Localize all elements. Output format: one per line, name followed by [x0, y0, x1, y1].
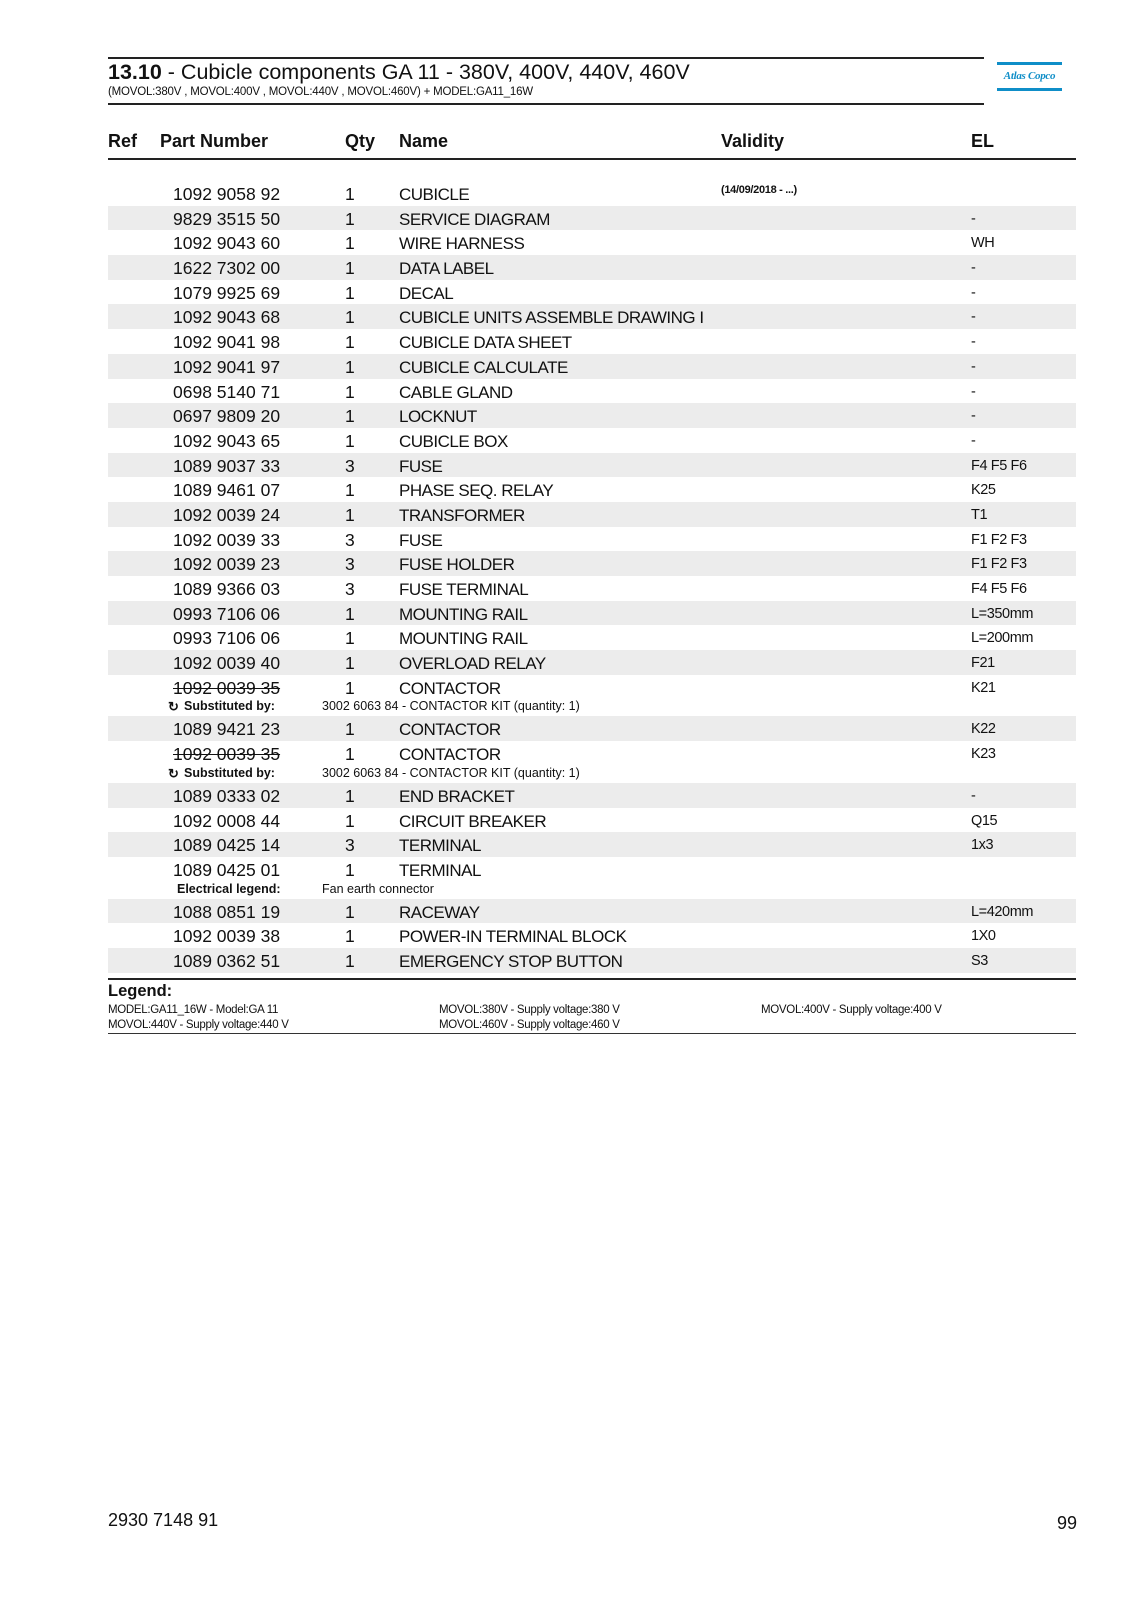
table-row: [108, 206, 1076, 231]
part-number: 1079 9925 69: [173, 282, 281, 303]
table-row: [108, 650, 1076, 675]
table-row: [108, 783, 1076, 808]
part-number: 1092 0039 35: [173, 744, 281, 765]
table-row: [108, 304, 1076, 329]
quantity: 1: [345, 258, 355, 279]
quantity: 1: [345, 950, 355, 971]
el-code: L=420mm: [971, 903, 1034, 920]
page-subtitle: (MOVOL:380V , MOVOL:400V , MOVOL:440V , MOVOL:460V) + MODEL:GA11_16W: [108, 86, 533, 98]
el-code: L=350mm: [971, 605, 1034, 622]
part-name: CONTACTOR: [399, 678, 501, 698]
part-name: DECAL: [399, 283, 454, 303]
logo-bottom-bar: [997, 88, 1062, 91]
part-number: 9829 3515 50: [173, 208, 281, 229]
table-row: [108, 832, 1076, 857]
part-number: 1088 0851 19: [173, 901, 281, 922]
table-row: [108, 675, 1076, 700]
table-row: [108, 181, 1076, 206]
part-number: 1092 9058 92: [173, 184, 281, 204]
el-code: F4 F5 F6: [971, 581, 1027, 597]
el-code: 1x3: [971, 837, 994, 854]
part-name: SERVICE DIAGRAM: [399, 209, 550, 229]
quantity: 1: [345, 504, 355, 525]
part-name: FUSE: [399, 456, 443, 476]
quantity: 1: [345, 926, 355, 947]
quantity: 1: [345, 677, 355, 698]
table-row: [108, 379, 1076, 404]
table-row: [108, 502, 1076, 527]
part-name: LOCKNUT: [399, 407, 477, 427]
note-text: 3002 6063 84 - CONTACTOR KIT (quantity: 1): [322, 765, 580, 780]
quantity: 1: [345, 603, 355, 624]
el-code: 1X0: [971, 928, 996, 945]
table-row: [108, 477, 1076, 502]
quantity: 1: [345, 184, 355, 204]
col-el: EL: [971, 131, 995, 151]
col-qty: Qty: [345, 131, 376, 151]
table-header: [108, 128, 1076, 160]
part-name: FUSE TERMINAL: [399, 580, 529, 599]
legend-item: MOVOL:400V - Supply voltage:400 V: [761, 1004, 942, 1016]
part-number: 1622 7302 00: [173, 258, 281, 279]
note-text: Fan earth connector: [322, 881, 434, 896]
el-code: K23: [971, 746, 996, 763]
part-number: 1089 9037 33: [173, 455, 281, 476]
part-name: END BRACKET: [399, 786, 515, 806]
col-ref: Ref: [108, 131, 138, 151]
part-number: 1089 9461 07: [173, 480, 281, 501]
el-code: F1 F2 F3: [971, 531, 1027, 548]
table-row: [108, 601, 1076, 626]
page-title: [108, 60, 690, 85]
part-name: EMERGENCY STOP BUTTON: [399, 951, 623, 971]
col-part-number: Part Number: [160, 131, 269, 151]
table-row: [108, 899, 1076, 924]
quantity: 1: [345, 719, 355, 740]
validity: (14/09/2018 - ...): [721, 184, 797, 196]
quantity: 1: [345, 785, 355, 806]
part-number: 0993 7106 06: [173, 603, 281, 624]
table-row: [108, 857, 1076, 882]
part-number: 1092 9043 65: [173, 430, 281, 451]
el-code: -: [971, 334, 976, 351]
logo-text: Atlas Copco: [1003, 70, 1056, 82]
quantity: 1: [345, 332, 355, 353]
quantity: 1: [345, 233, 355, 254]
el-code: -: [971, 787, 976, 804]
part-number: 1089 9421 23: [173, 719, 281, 740]
part-number: 1092 0039 33: [173, 529, 281, 550]
el-code: -: [971, 358, 976, 375]
part-number: 1092 0039 38: [173, 926, 281, 947]
quantity: 3: [345, 835, 355, 856]
el-code: -: [971, 309, 976, 326]
part-name: CUBICLE BOX: [399, 431, 508, 451]
document-number: 2930 7148 91: [108, 1510, 219, 1530]
table-row: [108, 948, 1076, 973]
part-name: CIRCUIT BREAKER: [399, 811, 547, 831]
section-title: - Cubicle components GA 11 - 380V, 400V, 440V, 460V: [161, 60, 690, 84]
table-row: [108, 576, 1076, 601]
el-code: -: [971, 408, 976, 425]
el-code: Q15: [971, 812, 998, 829]
part-name: OVERLOAD RELAY: [399, 654, 546, 674]
quantity: 1: [345, 282, 355, 303]
note-label: Electrical legend:: [177, 881, 281, 896]
part-number: 0993 7106 06: [173, 628, 281, 649]
part-name: CABLE GLAND: [399, 382, 513, 402]
table-row: [108, 230, 1076, 255]
part-name: CONTACTOR: [399, 745, 501, 765]
table-row: [108, 255, 1076, 280]
part-name: CUBICLE DATA SHEET: [399, 333, 572, 353]
quantity: 1: [345, 480, 355, 501]
part-number: 1092 0039 23: [173, 554, 281, 575]
row-note: [108, 882, 1076, 899]
note-label: Substituted by:: [184, 699, 275, 714]
table-row: [108, 280, 1076, 305]
col-validity: Validity: [721, 131, 785, 151]
logo-top-bar: [997, 62, 1062, 65]
part-name: PHASE SEQ. RELAY: [399, 481, 554, 501]
quantity: 1: [345, 381, 355, 402]
table-row: [108, 453, 1076, 478]
quantity: 1: [345, 653, 355, 674]
part-number: 1089 0425 14: [173, 835, 281, 856]
part-name: CONTACTOR: [399, 720, 501, 740]
el-code: -: [971, 383, 976, 400]
page-header: [108, 57, 984, 105]
col-name: Name: [399, 131, 449, 151]
el-code: F4 F5 F6: [971, 457, 1027, 474]
note-text: 3002 6063 84 - CONTACTOR KIT (quantity: 1): [322, 699, 580, 714]
table-row: [108, 741, 1076, 766]
el-code: -: [971, 210, 976, 227]
part-name: WIRE HARNESS: [399, 234, 525, 254]
table-row: [108, 551, 1076, 576]
part-name: FUSE: [399, 530, 443, 550]
quantity: 1: [345, 430, 355, 451]
part-name: DATA LABEL: [399, 259, 494, 279]
row-note: [108, 699, 1076, 716]
legend-item: MODEL:GA11_16W - Model:GA 11: [108, 1004, 279, 1016]
quantity: 3: [345, 579, 355, 599]
part-name: CUBICLE: [399, 185, 470, 204]
quantity: 1: [345, 859, 355, 880]
el-code: WH: [971, 235, 995, 252]
part-number: 1092 0008 44: [173, 810, 281, 831]
quantity: 1: [345, 406, 355, 427]
part-number: 1089 0333 02: [173, 785, 281, 806]
part-number: 1092 9041 98: [173, 332, 281, 353]
part-number: 1092 9043 60: [173, 233, 281, 254]
el-code: K25: [971, 482, 996, 499]
refresh-icon: ↻: [168, 699, 179, 715]
part-number: 1092 0039 40: [173, 653, 281, 674]
part-number: 1089 0425 01: [173, 859, 281, 880]
el-code: F1 F2 F3: [971, 556, 1027, 573]
part-number: 1092 9041 97: [173, 356, 281, 377]
el-code: L=200mm: [971, 630, 1034, 647]
legend-item: MOVOL:380V - Supply voltage:380 V: [439, 1004, 620, 1016]
part-number: 1092 0039 35: [173, 677, 281, 698]
part-number: 0697 9809 20: [173, 406, 281, 427]
el-code: F21: [971, 655, 995, 672]
part-name: RACEWAY: [399, 902, 480, 922]
quantity: 3: [345, 455, 355, 476]
legend: [108, 978, 1076, 1034]
section-number: 13.10: [108, 60, 162, 84]
table-row: [108, 403, 1076, 428]
part-name: TERMINAL: [399, 860, 481, 880]
part-name: TRANSFORMER: [399, 505, 525, 525]
quantity: 1: [345, 901, 355, 922]
quantity: 1: [345, 208, 355, 229]
el-code: S3: [971, 952, 988, 969]
legend-title: Legend:: [108, 982, 173, 1000]
el-code: -: [971, 432, 976, 449]
refresh-icon: ↻: [168, 765, 179, 781]
legend-item: MOVOL:460V - Supply voltage:460 V: [439, 1019, 620, 1031]
quantity: 1: [345, 356, 355, 377]
part-number: 0698 5140 71: [173, 381, 281, 402]
table-row: [108, 625, 1076, 650]
part-name: TERMINAL: [399, 836, 481, 856]
el-code: -: [971, 284, 976, 301]
part-name: FUSE HOLDER: [399, 555, 515, 575]
table-row: [108, 354, 1076, 379]
note-label: Substituted by:: [184, 765, 275, 780]
part-number: 1092 0039 24: [173, 504, 281, 525]
part-number: 1089 0362 51: [173, 950, 281, 971]
el-code: K21: [971, 679, 996, 696]
quantity: 3: [345, 529, 355, 550]
part-name: MOUNTING RAIL: [399, 629, 528, 649]
legend-item: MOVOL:440V - Supply voltage:440 V: [108, 1019, 289, 1031]
row-note: [108, 766, 1076, 783]
table-row: [108, 527, 1076, 552]
quantity: 1: [345, 810, 355, 831]
table-row: [108, 716, 1076, 741]
part-name: CUBICLE CALCULATE: [399, 357, 568, 377]
el-code: T1: [971, 506, 988, 523]
el-code: K22: [971, 721, 996, 738]
quantity: 3: [345, 554, 355, 575]
part-number: 1092 9043 68: [173, 307, 281, 328]
quantity: 1: [345, 744, 355, 765]
table-row: [108, 808, 1076, 833]
table-row: [108, 428, 1076, 453]
part-name: POWER-IN TERMINAL BLOCK: [399, 927, 627, 947]
quantity: 1: [345, 307, 355, 328]
page-number: 99: [1057, 1513, 1078, 1533]
table-row: [108, 329, 1076, 354]
table-row: [108, 923, 1076, 948]
atlas-copco-logo: [997, 62, 1062, 94]
part-name: MOUNTING RAIL: [399, 604, 528, 624]
el-code: -: [971, 260, 976, 277]
parts-table: [108, 181, 1076, 973]
part-number: 1089 9366 03: [173, 579, 281, 599]
quantity: 1: [345, 628, 355, 649]
part-name: CUBICLE UNITS ASSEMBLE DRAWING I: [399, 308, 704, 328]
